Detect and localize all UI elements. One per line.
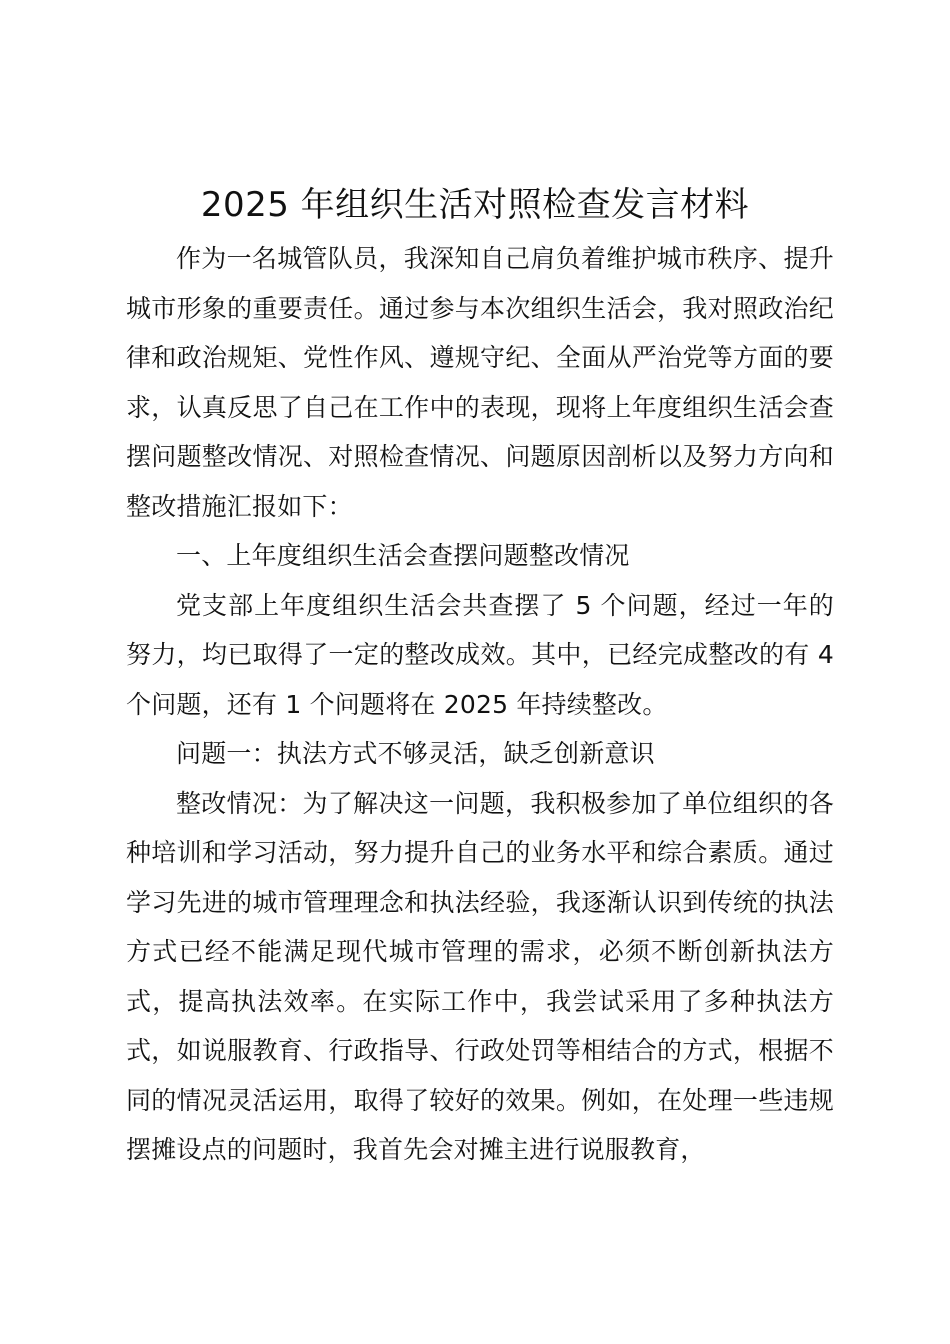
problem-heading-1: 问题一：执法方式不够灵活，缺乏创新意识 (176, 739, 655, 768)
paragraph-summary: 党支部上年度组织生活会共查摆了 5 个问题，经过一年的努力，均已取得了一定的整改成效。其中，已经完成整改的有 4 个问题，还有 1 个问题将在 2025 年持续整改。 (126, 590, 834, 719)
paragraph-intro: 作为一名城管队员，我深知自己肩负着维护城市秩序、提升城市形象的重要责任。通过参与本次组织生活会，我对照政治纪律和政治规矩、党性作风、遵规守纪、全面从严治党等方面的要求，认真反思了自己在工作中的表现，现将上年度组织生活会查摆问题整改情况、对照检查情况、问题原因剖析以及努力方向和整改措施汇报如下： (126, 244, 834, 521)
paragraph-rectification: 整改情况：为了解决这一问题，我积极参加了单位组织的各种培训和学习活动，努力提升自己的业务水平和综合素质。通过学习先进的城市管理理念和执法经验，我逐渐认识到传统的执法方式已经不能满足现代城市管理的需求，必须不断创新执法方式，提高执法效率。在实际工作中，我尝试采用了多种执法方式，如说服教育、行政指导、行政处罚等相结合的方式，根据不同的情况灵活运用，取得了较好的效果。例如，在处理一些违规摆摊设点的问题时，我首先会对摊主进行说服教育， (126, 788, 834, 1164)
document-body (126, 234, 834, 1175)
document-title: 2025 年组织生活对照检查发言材料 (200, 185, 750, 225)
section-heading-1: 一、上年度组织生活会查摆问题整改情况 (176, 541, 630, 570)
